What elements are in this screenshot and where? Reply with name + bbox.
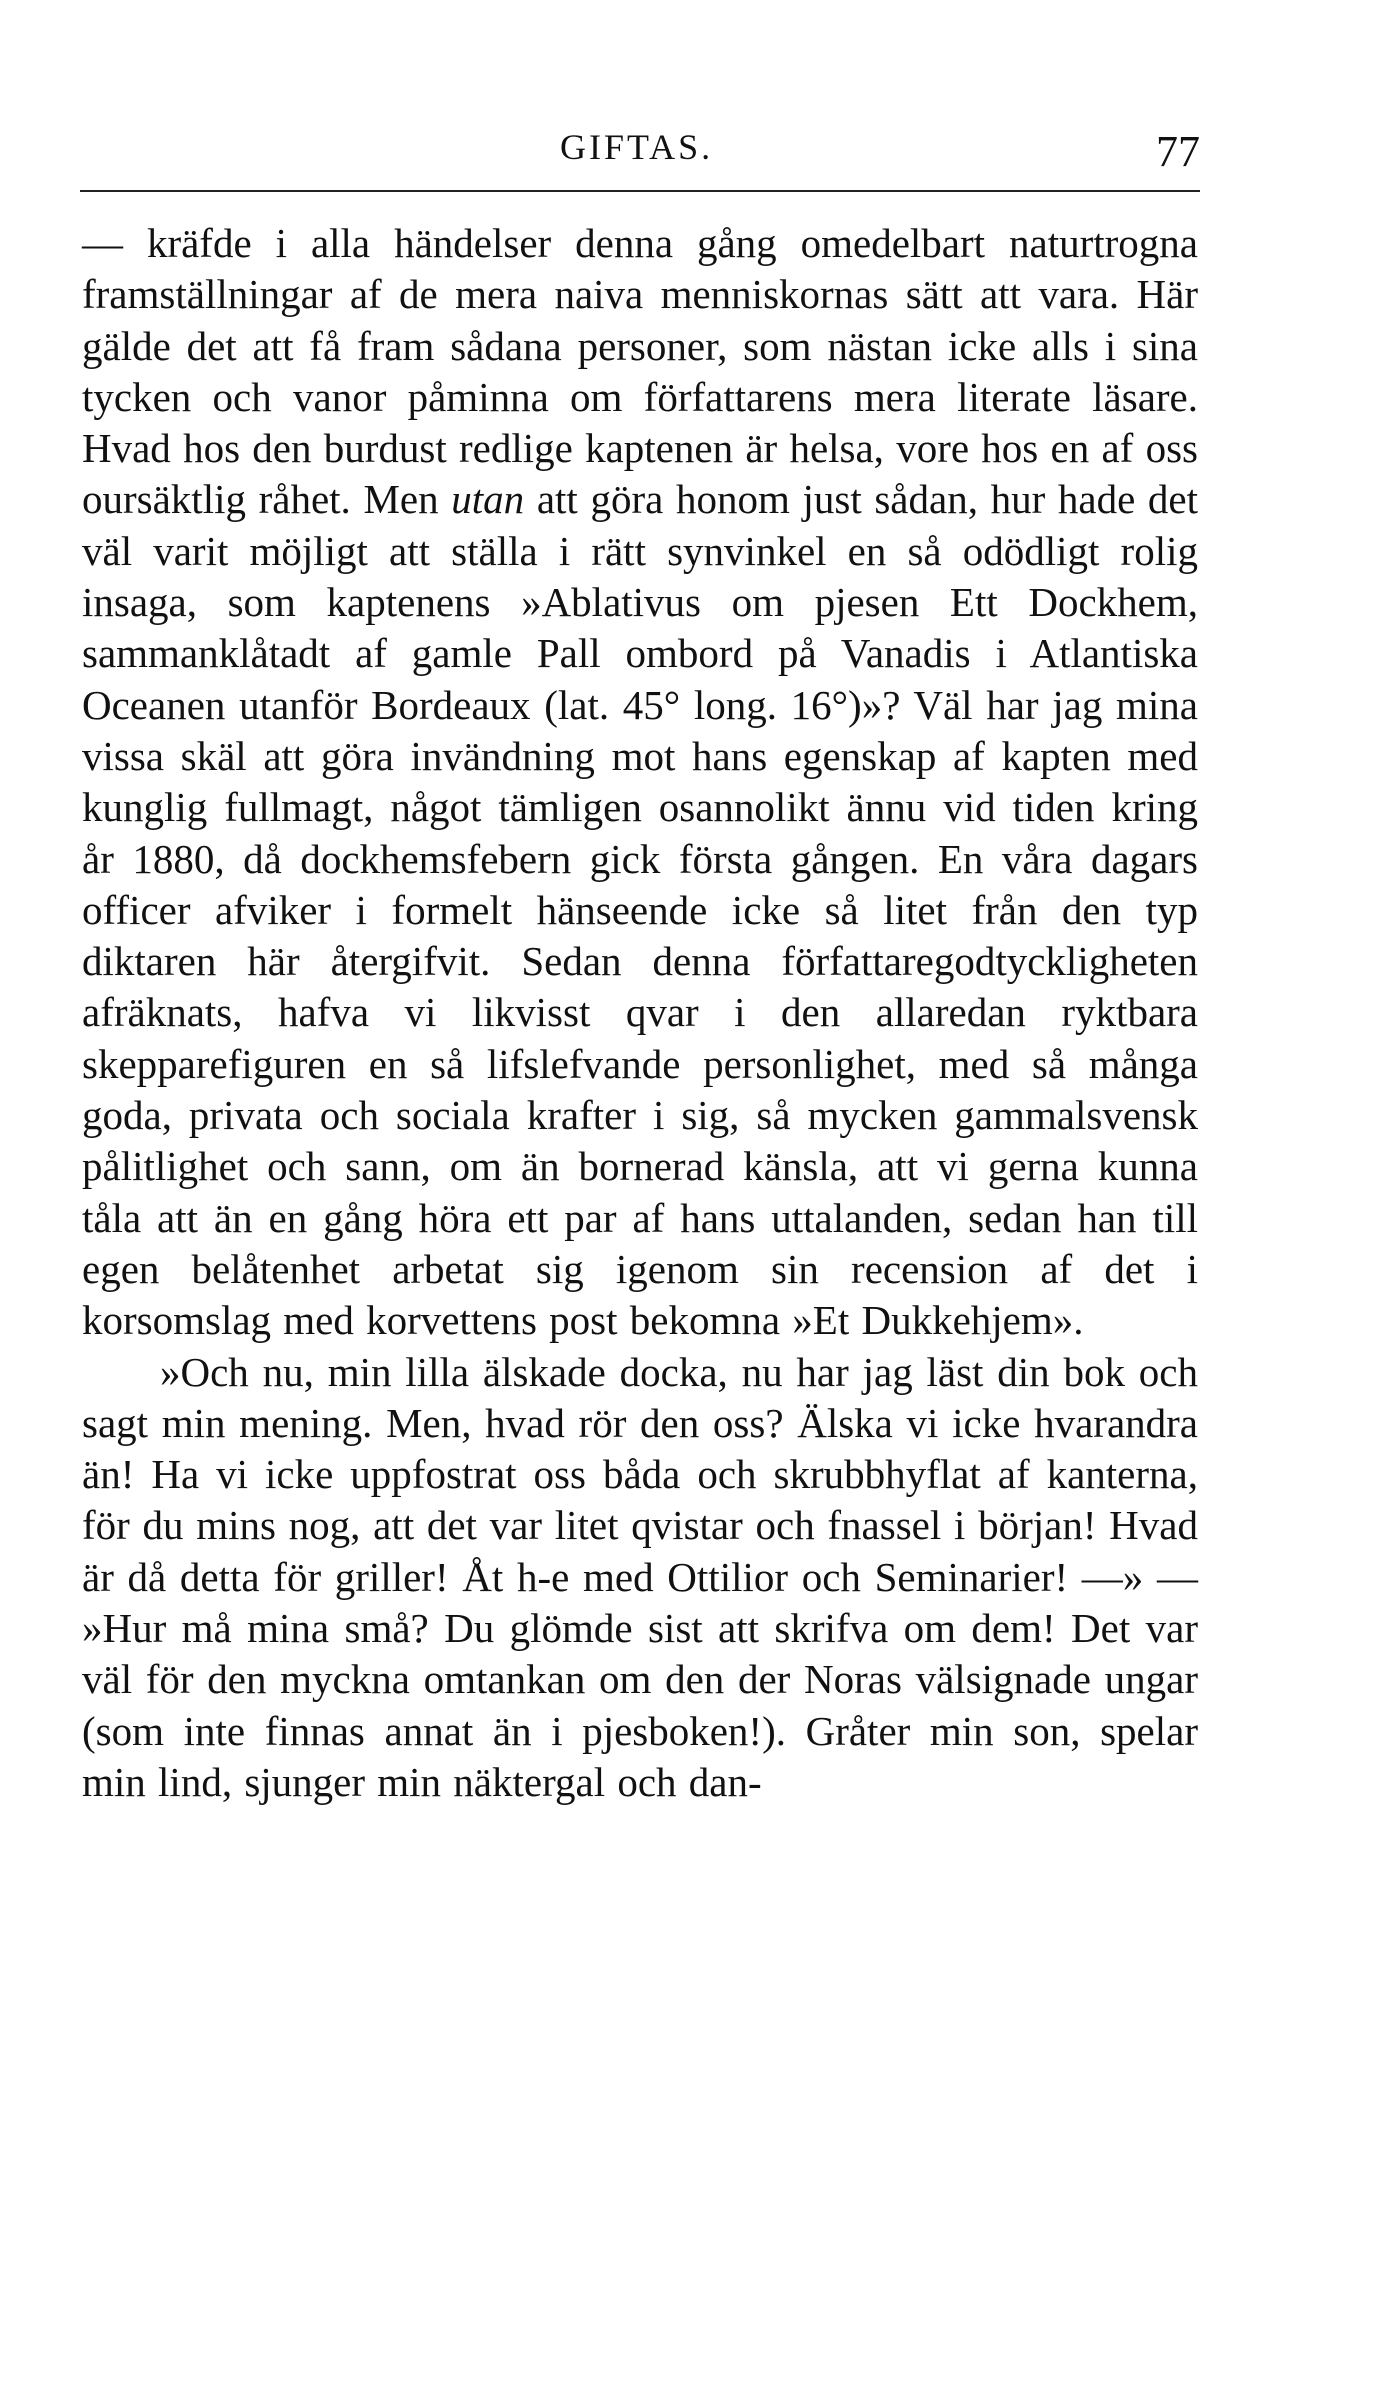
paragraph-1-rest: att göra honom just sådan, hur hade det väl varit möjligt att ställa i rätt synvinkel en så odödligt rolig insaga, som kaptenens »Ablativus om pjesen Ett Dockhem, sammanklåtadt af gamle Pall ombord på Vanadis i Atlantiska Oceanen utanför Bordeaux (lat. 45° long. 16°)»? Väl har jag mina vissa skäl att göra invändning mot hans egenskap af kapten med kunglig fullmagt, något tämligen osannolikt ännu vid tiden kring år 1880, då dockhemsfebern gick första gången. En våra dagars officer afviker i formelt hänseende icke så litet från den typ diktaren här återgifvit. Sedan denna författaregodtyckligheten afräknats, hafva vi likvisst qvar i den allaredan ryktbara skepparefiguren en så lifslefvande personlighet, med så många goda, privata och sociala krafter i sig, så mycken gammalsvensk pålitlighet och sann, om än bornerad känsla, att vi gerna kunna tåla att än en gång höra ett par af hans uttalanden, sedan han till egen belåtenhet arbetat sig igenom sin recension af det i korsomslag med korvettens post bekomna »Et Dukkehjem». [82, 476, 1199, 1344]
body-text [82, 218, 1198, 1808]
paragraph-2: »Och nu, min lilla älskade docka, nu har jag läst din bok och sagt min mening. Men, hvad rör den oss? Älska vi icke hvarandra än! Ha vi icke uppfostrat oss båda och skrubbhyflat af kanterna, för du mins nog, att det var litet qvistar och fnassel i början! Hvad är då detta för griller! Åt h-e med Ottilior och Seminarier! —» — »Hur må mina små? Du glömde sist att skrifva om dem! Det var väl för den myckna omtankan om den der Noras välsignade ungar (som inte finnas annat än i pjesboken!). Gråter min son, spelar min lind, sjunger min näktergal och dan- [82, 1348, 1198, 1805]
running-title: GIFTAS. [560, 127, 714, 167]
page-number: 77 [1156, 127, 1200, 176]
running-head [80, 118, 1200, 178]
paragraph-1-start: — kräfde i alla händelser denna gång omedelbart naturtrogna framställningar af de mera naiva menniskornas sätt att vara. Här gälde det att få fram sådana personer, som nästan icke alls i sina tycken och vanor påminna om författarens mera literate läsare. Hvad hos den burdust redlige kaptenen är helsa, vore hos en af oss oursäktlig råhet. Men [82, 220, 1198, 523]
paragraph-1 [82, 218, 1198, 1347]
emphasized-word: utan [451, 476, 525, 523]
header-rule [80, 190, 1200, 192]
